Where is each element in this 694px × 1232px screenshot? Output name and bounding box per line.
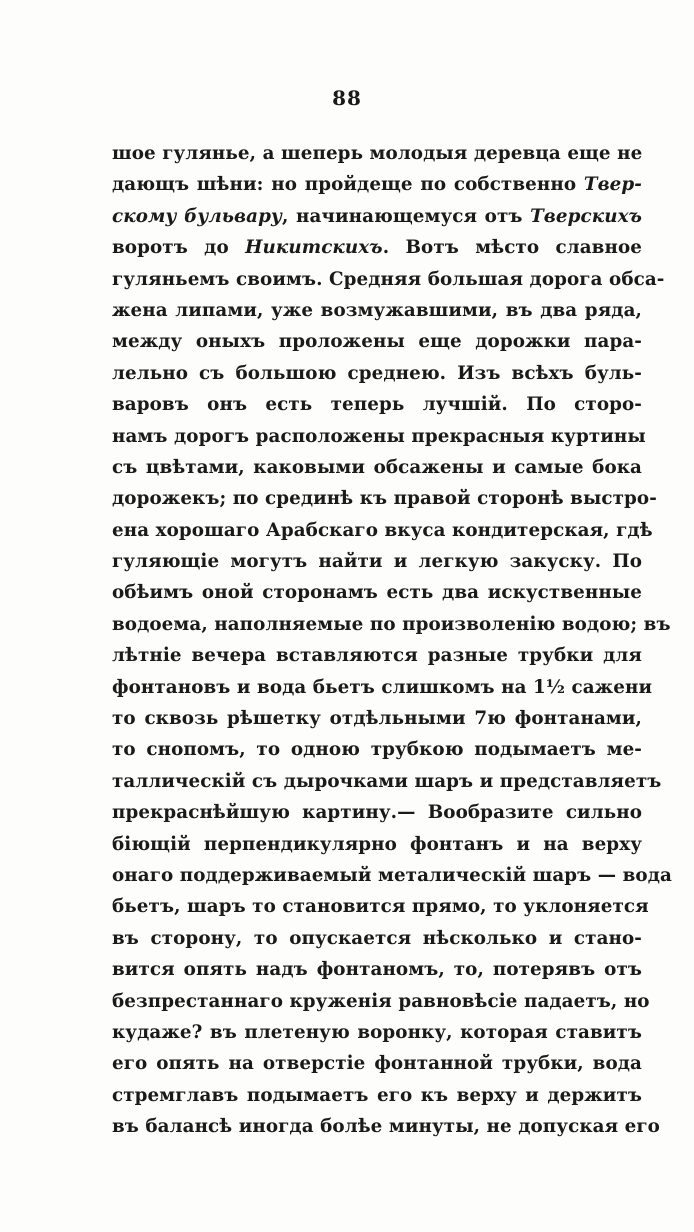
text-segment: гуляньемъ своимъ. Средняя большая дорога обса- [112,268,665,290]
text-segment: дающъ шѣни: но пройдеще по собственно [112,174,584,196]
text-line [112,295,642,326]
text-line [112,860,672,891]
text-segment: вится опять надъ фонтаномъ, то, потерявъ отъ [112,959,642,981]
text-line [112,577,642,608]
italic-text-segment: Никитскихъ [245,237,383,259]
text-segment: воротъ до [112,237,246,259]
page-number: 88 [332,86,362,110]
text-segment: фонтановъ и вода бьетъ слишкомъ на 1½ сажени [112,676,653,698]
text-segment: лѣтніе вечера вставляются разные трубки для [112,645,642,667]
italic-text-segment: Тверскихъ [530,205,642,227]
text-segment: дорожекъ; по срединѣ къ правой сторонѣ выстро- [112,488,657,510]
text-line [112,891,649,922]
text-segment: шое гулянье, а шеперь молодыя деревца еще не [112,143,643,164]
text-segment: его опять на отверстіе фонтанной трубки, вода [112,1053,642,1075]
text-segment: онаго поддерживаемый металическій шаръ — вода [112,864,672,886]
text-segment: съ цвѣтами, каковыми обсажены и самые бока [112,456,642,478]
text-segment: . Вотъ мѣсто славное [382,237,642,259]
text-segment: то снопомъ, то одною трубкою подымаетъ ме- [112,739,642,761]
text-segment: между оныхъ проложены еще дорожки пара- [112,331,642,353]
text-segment: безпрестаннаго круженія равновѣсіе падаетъ, но [112,990,650,1012]
italic-text-segment: скому бульвару [112,205,283,227]
text-line [112,264,665,295]
text-line [112,1048,642,1079]
text-line [112,954,642,985]
text-line [112,358,642,389]
text-segment: таллическій съ дырочками шаръ и представляетъ [112,770,662,792]
text-line [112,483,657,514]
text-line [112,640,642,671]
text-line [112,515,653,546]
text-line [112,169,642,200]
text-segment: въ сторону, то опускается нѣсколько и стано- [112,927,642,949]
text-segment: прекраснѣйшую картину.— Вообразите сильно [112,802,642,824]
text-segment: біющій перпендикулярно фонтанъ и на верху [112,833,642,855]
text-line [112,1017,642,1048]
text-segment: кудаже? въ плетеную воронку, которая ставитъ [112,1021,642,1043]
text-line [112,452,642,483]
text-line [112,923,642,954]
text-segment: обѣимъ оной сторонамъ есть два искуственные [112,582,642,604]
text-line [112,766,662,797]
text-line [112,672,653,703]
page-body-text [112,138,672,1143]
text-segment: жена липами, уже возмужавшими, въ два ряда, [112,299,642,321]
text-segment: водоема, наполняемые по произволенію водою; въ [112,613,671,635]
text-segment: , начинающемуся отъ [282,205,531,227]
text-line [112,797,642,828]
text-line [112,1111,660,1142]
text-segment: бьетъ, шаръ то становится прямо, то уклоняется [112,896,649,918]
text-segment: ена хорошаго Арабскаго вкуса кондитерская, гдѣ [112,519,653,541]
text-line [112,389,642,420]
text-segment: варовъ онъ есть теперь лучшій. По сторо- [112,394,642,416]
text-line [112,546,642,577]
text-segment: стремглавъ подымаетъ его къ верху и держитъ [112,1084,642,1106]
text-line [112,326,642,357]
text-line [112,421,646,452]
text-line [112,201,642,232]
text-segment: то сквозь рѣшетку отдѣльными 7ю фонтанами, [112,708,642,730]
text-line [112,138,642,169]
text-line [112,703,642,734]
text-segment: лельно съ большою среднею. Изъ всѣхъ буль- [112,362,642,384]
text-line [112,232,642,263]
text-segment: въ балансѣ иногда болѣе минуты, не допуская его [112,1116,660,1138]
text-line [112,829,642,860]
text-line [112,1080,642,1111]
italic-text-segment: Твер- [583,174,642,196]
text-line [112,609,671,640]
text-line [112,734,642,765]
text-segment: намъ дорогъ расположены прекрасныя куртины [112,425,646,447]
text-line [112,986,650,1017]
text-segment: гуляющіе могутъ найти и легкую закуску. По [112,551,642,573]
